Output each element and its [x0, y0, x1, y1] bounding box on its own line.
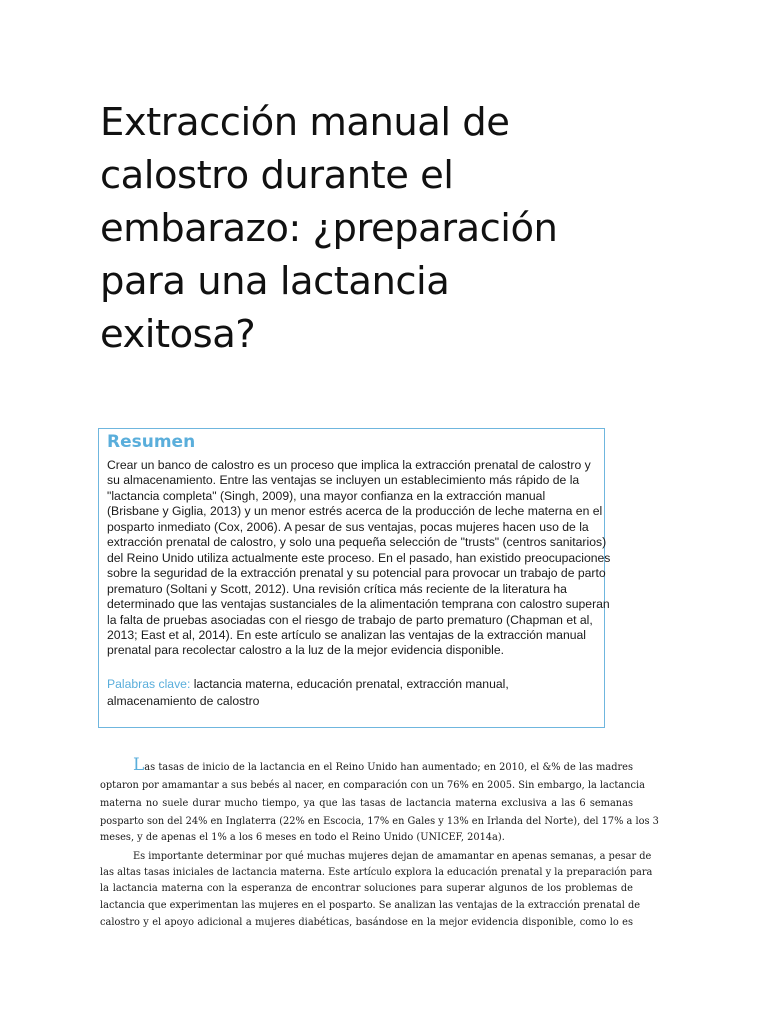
keywords-label: Palabras clave: [107, 677, 191, 691]
abstract-line: Crear un banco de calostro es un proceso que implica la extracción prenatal de calostro y [107, 458, 591, 472]
abstract-line: 2013; East et al, 2014). En este artículo se analizan las ventajas de la extracción manual [107, 627, 586, 642]
body-line: la lactancia materna con la esperanza de encontrar soluciones para superar algunos de los problemas de [100, 883, 633, 894]
abstract-line: del Reino Unido utiliza actualmente este proceso. En el pasado, han existido preocupaciones [107, 550, 611, 565]
keywords-line-2: almacenamiento de calostro [107, 693, 260, 708]
abstract-line: (Brisbane y Giglia, 2013) y un menor estrés acerca de la producción de leche materna en el [107, 504, 603, 519]
abstract-line: prematuro (Soltani y Scott, 2012). Una revisión crítica más reciente de la literatura ha [107, 581, 567, 596]
body-line: meses, y de apenas el 1% a los 6 meses en todo el Reino Unido (UNICEF, 2014a). [100, 832, 505, 843]
abstract-line: extracción prenatal de calostro, y solo una pequeña selección de "trusts" (centros sanitarios) [107, 535, 607, 550]
title-line: embarazo: ¿preparación [100, 206, 558, 251]
body-line-text: as tasas de inicio de la lactancia en el Reino Unido han aumentado; en 2010, el &% de las madres [144, 762, 633, 773]
body-line: calostro y el apoyo adicional a mujeres diabéticas, basándose en la mejor evidencia disponible, como lo es [100, 917, 633, 928]
abstract-line: posparto inmediato (Cox, 2006). A pesar de sus ventajas, pocas mujeres hacen uso de la [107, 519, 589, 534]
body-line: posparto son del 24% en Inglaterra (22% en Escocia, 17% en Gales y 13% en Irlanda del Norte), del 17% a los 3 [100, 816, 659, 827]
keywords-text: lactancia materna, educación prenatal, extracción manual, [190, 677, 509, 691]
abstract-line: determinado que las ventajas sustanciales de la alimentación temprana con calostro superan [107, 597, 610, 612]
abstract-line: "lactancia completa" (Singh, 2009), una mayor confianza en la extracción manual [107, 488, 546, 503]
abstract-text [107, 458, 611, 659]
title-line: exitosa? [100, 312, 256, 357]
body-line: materna no suele durar mucho tiempo, ya que las tasas de lactancia materna exclusiva a las 6 semanas [100, 798, 633, 809]
abstract-heading: Resumen [107, 432, 196, 452]
keywords [107, 676, 602, 709]
keywords-line [107, 676, 602, 693]
title-line: para una lactancia [100, 259, 450, 304]
body-line: lactancia que experimentan las mujeres en el posparto. Se analizan las ventajas de la extracción prenatal de [100, 900, 641, 911]
abstract-line: sobre la seguridad de la extracción prenatal y su potencial para provocar un trabajo de parto [107, 566, 606, 581]
body-line [133, 755, 633, 776]
abstract-box [98, 428, 611, 728]
abstract-line: la falta de pruebas asociadas con el riesgo de trabajo de parto prematuro (Chapman et al, [107, 612, 593, 627]
drop-cap: L [133, 755, 145, 775]
article-title [100, 96, 620, 361]
abstract-line: prenatal para recolectar calostro a la luz de la mejor evidencia disponible. [107, 643, 504, 658]
body-line: las altas tasas iniciales de lactancia materna. Este artículo explora la educación prenatal y la preparación para [100, 867, 653, 878]
body-line: optaron por amamantar a sus bebés al nacer, en comparación con un 76% en 2005. Sin embargo, la lactancia [100, 780, 645, 791]
title-line: calostro durante el [100, 153, 454, 198]
title-line: Extracción manual de [100, 100, 510, 145]
abstract-line: su almacenamiento. Entre las ventajas se incluyen un establecimiento más rápido de la [107, 473, 580, 488]
body-line: Es importante determinar por qué muchas mujeres dejan de amamantar en apenas semanas, a pesar de [133, 851, 652, 862]
